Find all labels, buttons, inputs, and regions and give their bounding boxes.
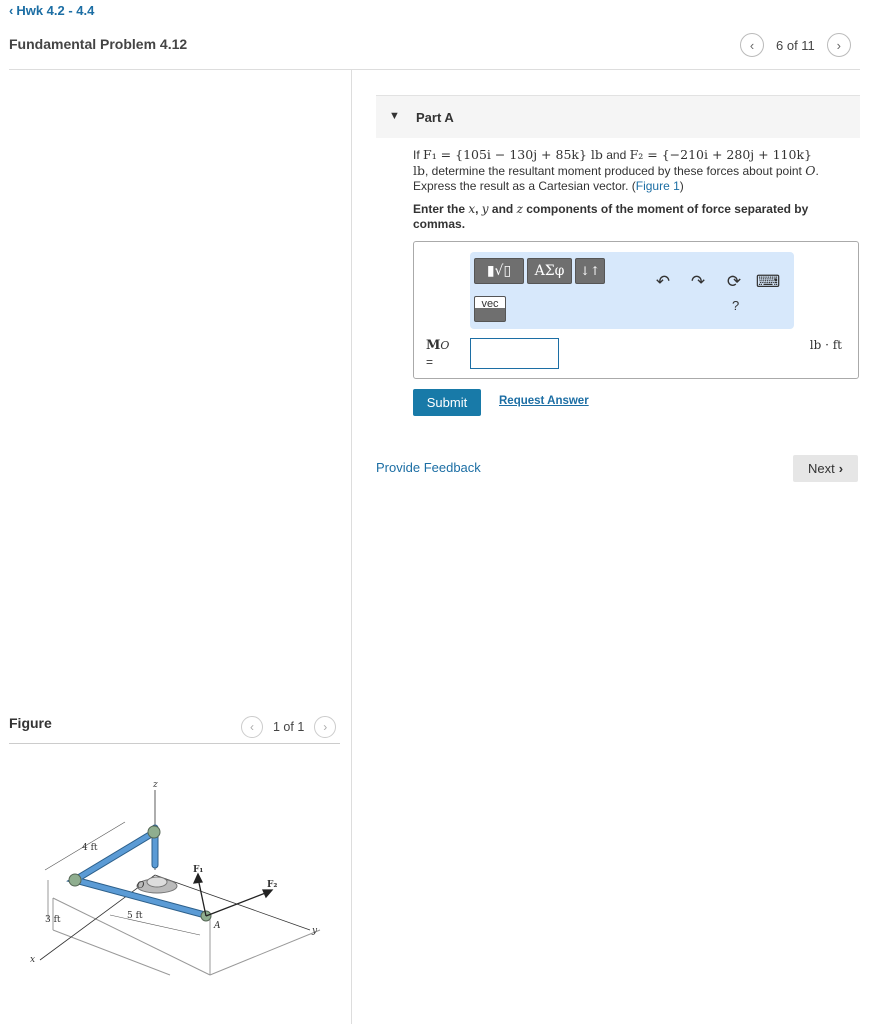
instr-p4: components of the moment of force separated by commas. <box>413 202 809 231</box>
chevron-left-icon: ‹ <box>9 3 14 18</box>
next-problem-button[interactable] <box>827 33 851 57</box>
instr-p3: and <box>488 202 517 216</box>
next-button-label: Next <box>807 461 835 476</box>
answer-box <box>413 241 859 379</box>
problem-pager-text: 6 of 11 <box>776 37 815 53</box>
figure-title: Figure <box>9 715 52 731</box>
figure-link[interactable]: Figure 1 <box>635 179 680 193</box>
back-link[interactable] <box>9 3 94 18</box>
instr-z: z <box>516 202 523 216</box>
label-4ft: 4 ft <box>82 843 98 853</box>
label-y: y <box>312 926 318 936</box>
label-f2: F₂ <box>267 880 278 890</box>
label-5ft: 5 ft <box>127 911 143 921</box>
prev-figure-button[interactable] <box>241 716 263 738</box>
instr-p1: Enter the <box>413 202 469 216</box>
force-f1: F₁ = {105i − 130j + 85k} lb <box>423 147 603 162</box>
next-figure-button[interactable] <box>314 716 336 738</box>
answer-variable-label <box>426 338 449 353</box>
question-text <box>413 147 853 194</box>
undo-icon[interactable]: ↶ <box>655 272 671 291</box>
question-period: . <box>815 164 819 178</box>
figure-pager-text: 1 of 1 <box>273 720 305 734</box>
joint-left <box>69 874 81 886</box>
variable-m: M <box>426 338 441 353</box>
label-x: x <box>30 955 36 965</box>
keyboard-icon[interactable]: ⌨ <box>755 272 781 291</box>
base-flange <box>147 877 167 887</box>
collapse-triangle-icon: ▼ <box>389 110 400 122</box>
unit-label: lb · ft <box>809 338 842 352</box>
part-a-header[interactable] <box>376 95 860 138</box>
instruction-text <box>413 202 853 232</box>
templates-button[interactable]: ▮√▯ <box>474 258 524 284</box>
chevron-right-icon: › <box>838 461 844 476</box>
help-button[interactable]: ? <box>732 298 740 313</box>
chevron-right-icon: › <box>836 37 841 53</box>
problem-pager <box>740 33 851 57</box>
math-toolbar <box>470 252 794 329</box>
arrows-button[interactable]: ↓↑ <box>575 258 605 284</box>
dimension-lines <box>45 822 200 935</box>
prev-problem-button[interactable] <box>740 33 764 57</box>
next-button[interactable] <box>793 455 858 482</box>
label-o: O <box>137 881 145 891</box>
instr-x: x <box>468 202 476 216</box>
question-line2: , determine the resultant moment produced by these forces about point <box>425 164 806 178</box>
column-divider <box>351 70 352 1024</box>
back-link-label: Hwk 4.2 - 4.4 <box>16 3 95 18</box>
joint-top <box>148 826 160 838</box>
part-label: Part A <box>416 110 454 125</box>
instr-y: y <box>481 202 489 216</box>
label-a: A <box>214 921 221 931</box>
greek-symbols-button[interactable]: ΑΣφ <box>527 258 572 284</box>
question-line3: Express the result as a Cartesian vector. ( <box>413 179 636 193</box>
reset-icon[interactable]: ⟳ <box>726 272 742 291</box>
point-o: O <box>805 163 816 178</box>
label-z: z <box>153 780 158 790</box>
chevron-right-icon: › <box>323 720 328 734</box>
request-answer-link[interactable]: Request Answer <box>499 395 589 407</box>
problem-title: Fundamental Problem 4.12 <box>9 36 188 52</box>
variable-sub-o: O <box>440 339 450 352</box>
equals-sign: = <box>426 355 434 369</box>
redo-icon[interactable]: ↷ <box>690 272 706 291</box>
force-arrows <box>194 874 272 916</box>
figure-diagram <box>20 770 330 980</box>
label-3ft: 3 ft <box>45 915 61 925</box>
moment-answer-input[interactable] <box>470 338 559 369</box>
submit-button[interactable]: Submit <box>413 389 481 416</box>
force-unit: lb <box>413 163 425 178</box>
provide-feedback-link[interactable]: Provide Feedback <box>376 460 481 475</box>
header-divider <box>9 69 860 70</box>
figure-divider <box>9 743 340 744</box>
question-and: and <box>602 148 630 162</box>
chevron-left-icon: ‹ <box>250 720 254 734</box>
pipe <box>75 828 205 915</box>
instr-p2: , <box>475 202 482 216</box>
figure-pager <box>241 716 336 738</box>
vec-button[interactable]: vec <box>474 296 506 322</box>
question-line3-end: ) <box>679 179 684 193</box>
force-f2: F₂ = {−210i + 280j + 110k} <box>629 147 812 162</box>
question-prefix: If <box>413 148 424 162</box>
label-f1: F₁ <box>193 865 204 875</box>
chevron-left-icon: ‹ <box>749 37 755 53</box>
